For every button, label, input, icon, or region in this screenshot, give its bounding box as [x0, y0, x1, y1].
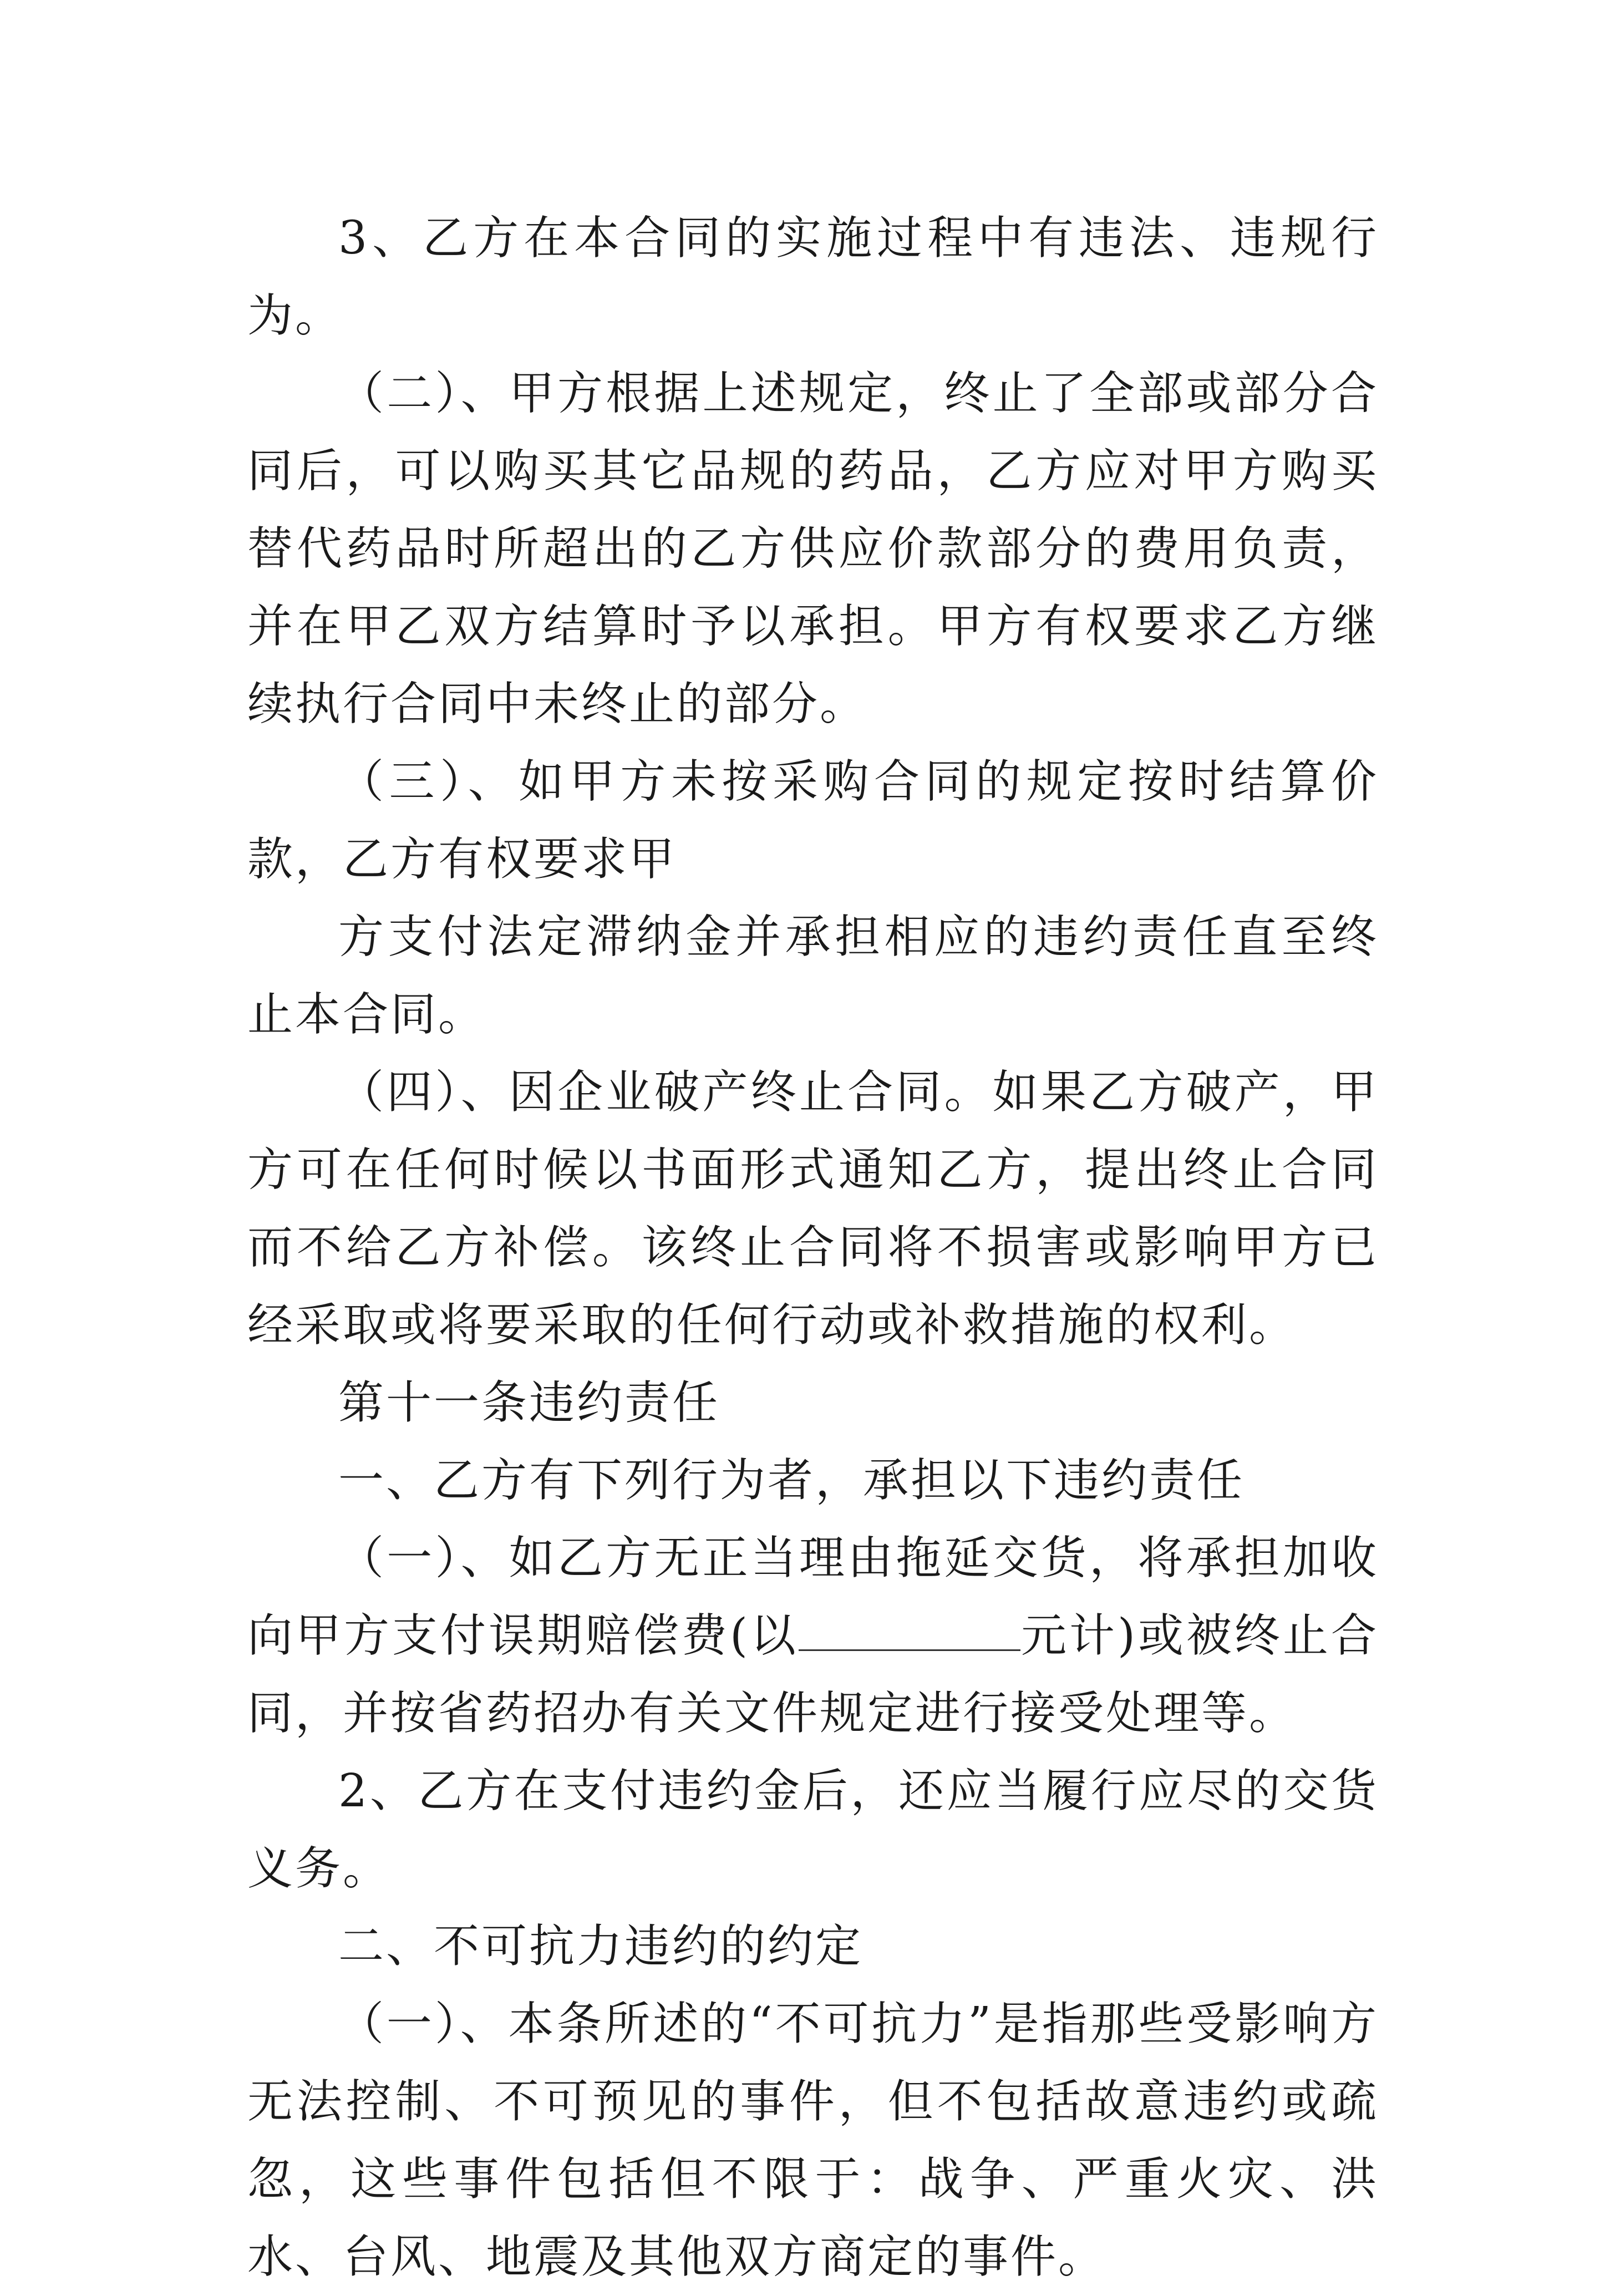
subsection-heading: 二、不可抗力违约的约定 — [338, 1920, 864, 1973]
paragraph: 方支付法定滞纳金并承担相应的违约责任直至终止本合同。 — [247, 911, 1379, 1041]
paragraph: （四）、因企业破产终止合同。如果乙方破产，甲方可在任何时候以书面形式通知乙方，提出终止合同而不给乙方补偿。该终止合同将不损害或影响甲方已经采取或将要采取的任何行动或补救措施的权利。 — [247, 1066, 1379, 1352]
fill-in-blank — [799, 1616, 1020, 1651]
paragraph — [247, 1520, 1379, 1753]
paragraph: 2、乙方在支付违约金后，还应当履行应尽的交货义务。 — [247, 1765, 1379, 1895]
paragraph: （三）、如甲方未按采购合同的规定按时结算价款，乙方有权要求甲 — [247, 755, 1379, 886]
paragraph: 3、乙方在本合同的实施过程中有违法、违规行为。 — [247, 212, 1379, 342]
paragraph: （二）、甲方根据上述规定，终止了全部或部分合同后，可以购买其它品规的药品，乙方应对甲方购买替代药品时所超出的乙方供应价款部分的费用负责，并在甲乙双方结算时予以承担。甲方有权要求乙方继续执行合同中未终止的部分。 — [247, 367, 1379, 730]
section-heading: 第十一条违约责任 — [338, 1376, 720, 1429]
document-body — [247, 200, 1379, 2296]
paragraph-part: 元计)或被终止合同，并按省药招办有关文件规定进行接受处理等。 — [247, 1609, 1379, 1740]
subsection-heading: 一、乙方有下列行为者，承担以下违约责任 — [338, 1454, 1245, 1507]
paragraph-part: （一）、如乙方无正当理由拖延交货，将承担加收向甲方支付误期赔偿费(以 — [247, 1532, 1379, 1662]
paragraph: （一）、本条所述的“不可抗力”是指那些受影响方无法控制、不可预见的事件，但不包括故意违约或疏忽，这些事件包括但不限于：战争、严重火灾、洪水、台风、地震及其他双方商定的事件。 — [247, 1998, 1379, 2283]
